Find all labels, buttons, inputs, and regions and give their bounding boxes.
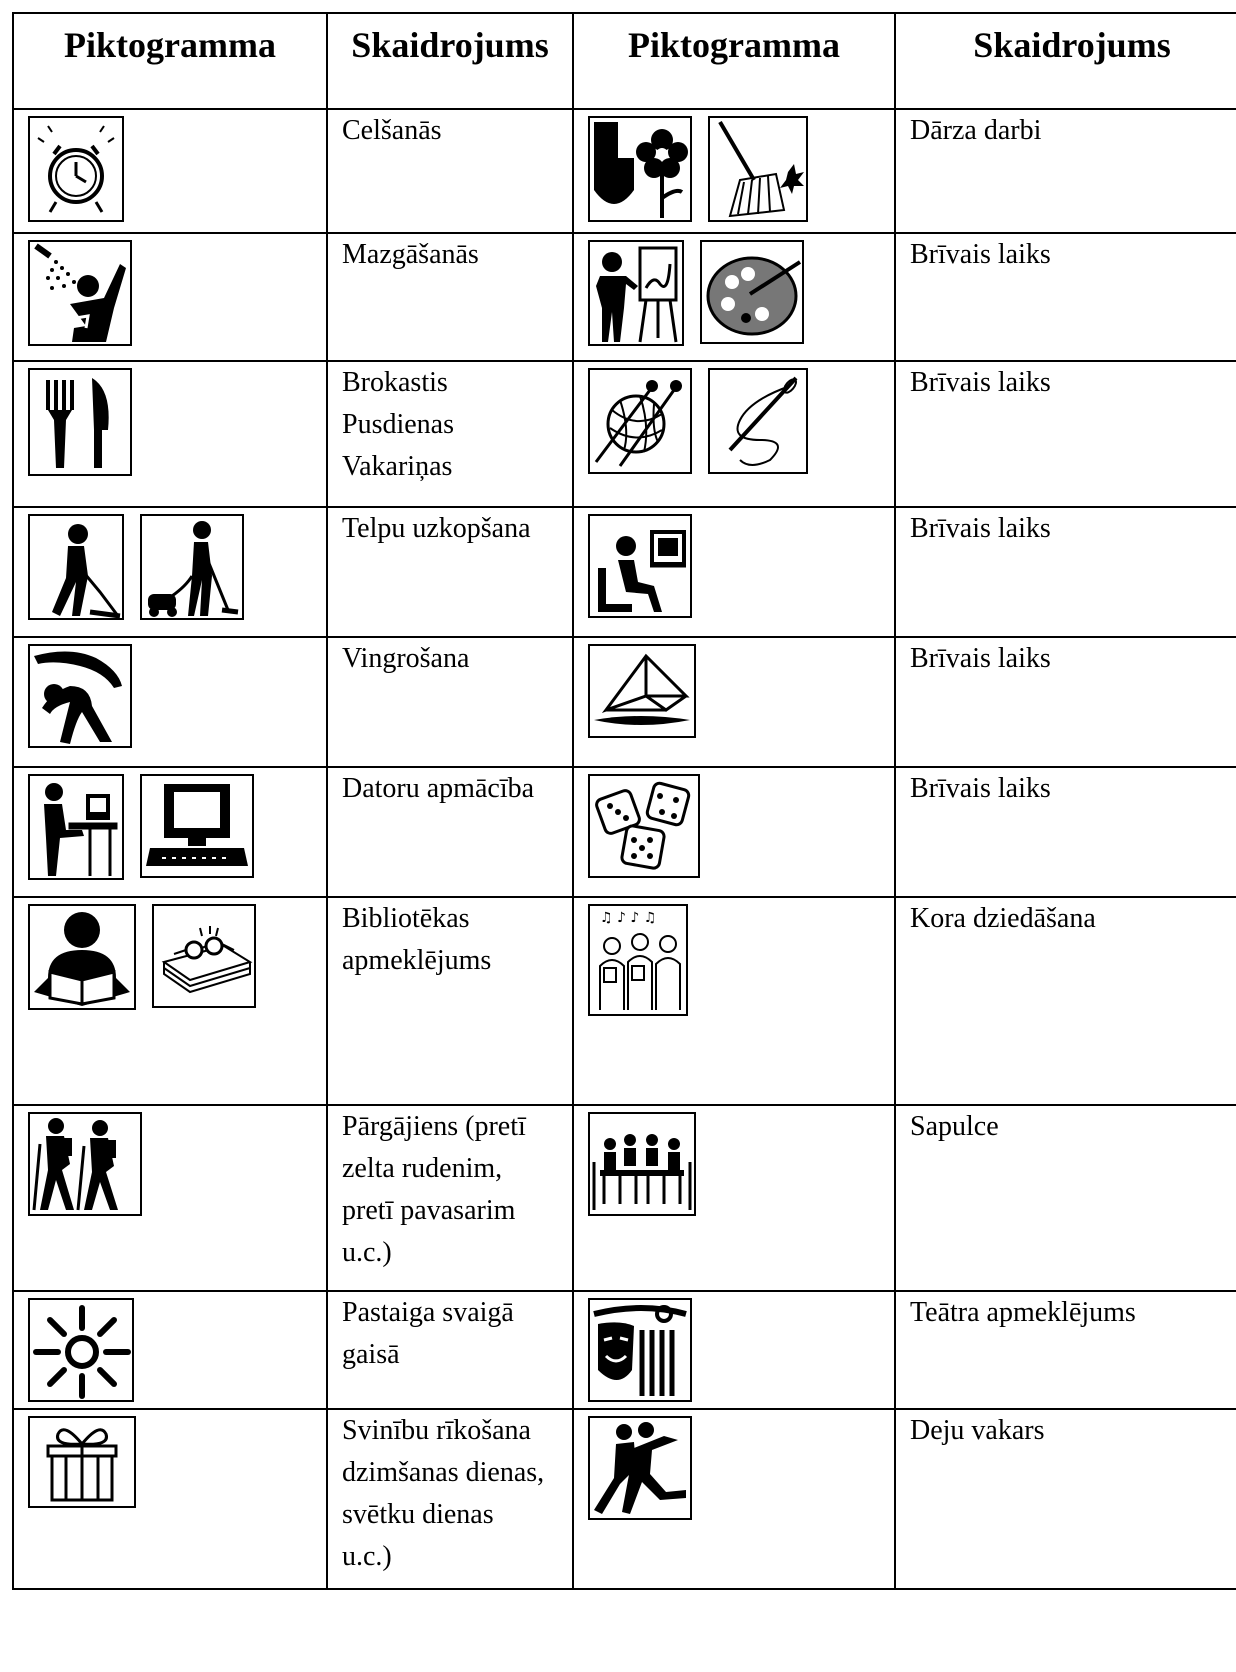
shower-icon bbox=[28, 240, 132, 346]
computer-icon bbox=[140, 774, 254, 878]
yarn-knitting-icon bbox=[588, 368, 692, 474]
pictogram-cell bbox=[13, 233, 327, 361]
pictogram-cell bbox=[573, 109, 895, 233]
hikers-icon bbox=[28, 1112, 142, 1216]
explanation-cell: Teātra apmeklējums bbox=[895, 1291, 1236, 1409]
palette-icon bbox=[700, 240, 804, 344]
pictogram-cell bbox=[13, 897, 327, 1105]
explanation-cell: Sapulce bbox=[895, 1105, 1236, 1291]
pictogram-cell bbox=[573, 361, 895, 507]
pictogram-cell bbox=[13, 1291, 327, 1409]
svg-text:♫ ♪ ♪ ♫: ♫ ♪ ♪ ♫ bbox=[600, 910, 657, 926]
table-row bbox=[13, 233, 1236, 361]
table-row bbox=[13, 361, 1236, 507]
explanation-cell: Pastaiga svaigā gaisā bbox=[327, 1291, 573, 1409]
pictogram-cell bbox=[13, 507, 327, 637]
explanation-cell: Deju vakars bbox=[895, 1409, 1236, 1589]
pictogram-cell bbox=[573, 1291, 895, 1409]
pictogram-cell bbox=[13, 1409, 327, 1589]
table-row bbox=[13, 507, 1236, 637]
theatre-mask-icon bbox=[588, 1298, 692, 1402]
header-explanation-1: Skaidrojums bbox=[327, 13, 573, 109]
pictogram-table bbox=[12, 12, 1236, 1590]
explanation-cell: Brīvais laiks bbox=[895, 767, 1236, 897]
explanation-cell: Brīvais laiks bbox=[895, 233, 1236, 361]
explanation-cell: Brokastis Pusdienas Vakariņas bbox=[327, 361, 573, 507]
choir-icon bbox=[588, 904, 688, 1016]
explanation-cell: Pārgājiens (pretī zelta rudenim, pretī pavasarim u.c.) bbox=[327, 1105, 573, 1291]
explanation-cell: Svinību rīkošana dzimšanas dienas, svētku dienas u.c.) bbox=[327, 1409, 573, 1589]
explanation-cell: Vingrošana bbox=[327, 637, 573, 767]
explanation-cell: Kora dziedāšana bbox=[895, 897, 1236, 1105]
gift-icon bbox=[28, 1416, 136, 1508]
pictogram-cell bbox=[13, 361, 327, 507]
origami-icon bbox=[588, 644, 696, 738]
dice-icon bbox=[588, 774, 700, 878]
pictogram-cell bbox=[13, 637, 327, 767]
pictogram-cell bbox=[13, 1105, 327, 1291]
explanation-cell: Celšanās bbox=[327, 109, 573, 233]
explanation-cell: Bibliotēkas apmeklējums bbox=[327, 897, 573, 1105]
pictogram-cell bbox=[573, 507, 895, 637]
explanation-cell: Mazgāšanās bbox=[327, 233, 573, 361]
table-row bbox=[13, 109, 1236, 233]
table-row bbox=[13, 1291, 1236, 1409]
pictogram-cell bbox=[573, 637, 895, 767]
pictogram-cell bbox=[573, 767, 895, 897]
header-explanation-2: Skaidrojums bbox=[895, 13, 1236, 109]
table-row bbox=[13, 1105, 1236, 1291]
header-row bbox=[13, 13, 1236, 109]
shovel-flower-icon bbox=[588, 116, 692, 222]
watching-tv-icon bbox=[588, 514, 692, 618]
sweeping-icon bbox=[28, 514, 124, 620]
table-row bbox=[13, 897, 1236, 1105]
pictogram-cell bbox=[573, 897, 895, 1105]
pictogram-cell bbox=[573, 1409, 895, 1589]
explanation-cell: Brīvais laiks bbox=[895, 637, 1236, 767]
person-reading-icon bbox=[28, 904, 136, 1010]
stretching-person-icon bbox=[28, 644, 132, 748]
explanation-cell: Datoru apmācība bbox=[327, 767, 573, 897]
explanation-cell: Brīvais laiks bbox=[895, 507, 1236, 637]
dancers-icon bbox=[588, 1416, 692, 1520]
meeting-icon bbox=[588, 1112, 696, 1216]
pictogram-cell bbox=[573, 1105, 895, 1291]
painter-easel-icon bbox=[588, 240, 684, 346]
alarm-clock-icon bbox=[28, 116, 124, 222]
sun-icon bbox=[28, 1298, 134, 1402]
pictogram-cell bbox=[13, 767, 327, 897]
explanation-cell: Telpu uzkopšana bbox=[327, 507, 573, 637]
table-row bbox=[13, 767, 1236, 897]
header-pictogram-1: Piktogramma bbox=[13, 13, 327, 109]
needle-thread-icon bbox=[708, 368, 808, 474]
table-body bbox=[13, 109, 1236, 1589]
table-row bbox=[13, 637, 1236, 767]
table-row bbox=[13, 1409, 1236, 1589]
explanation-cell: Brīvais laiks bbox=[895, 361, 1236, 507]
fork-knife-icon bbox=[28, 368, 132, 476]
book-glasses-icon bbox=[152, 904, 256, 1008]
person-at-computer-icon bbox=[28, 774, 124, 880]
explanation-cell: Dārza darbi bbox=[895, 109, 1236, 233]
rake-icon bbox=[708, 116, 808, 222]
header-pictogram-2: Piktogramma bbox=[573, 13, 895, 109]
pictogram-cell bbox=[13, 109, 327, 233]
vacuum-icon bbox=[140, 514, 244, 620]
pictogram-cell bbox=[573, 233, 895, 361]
